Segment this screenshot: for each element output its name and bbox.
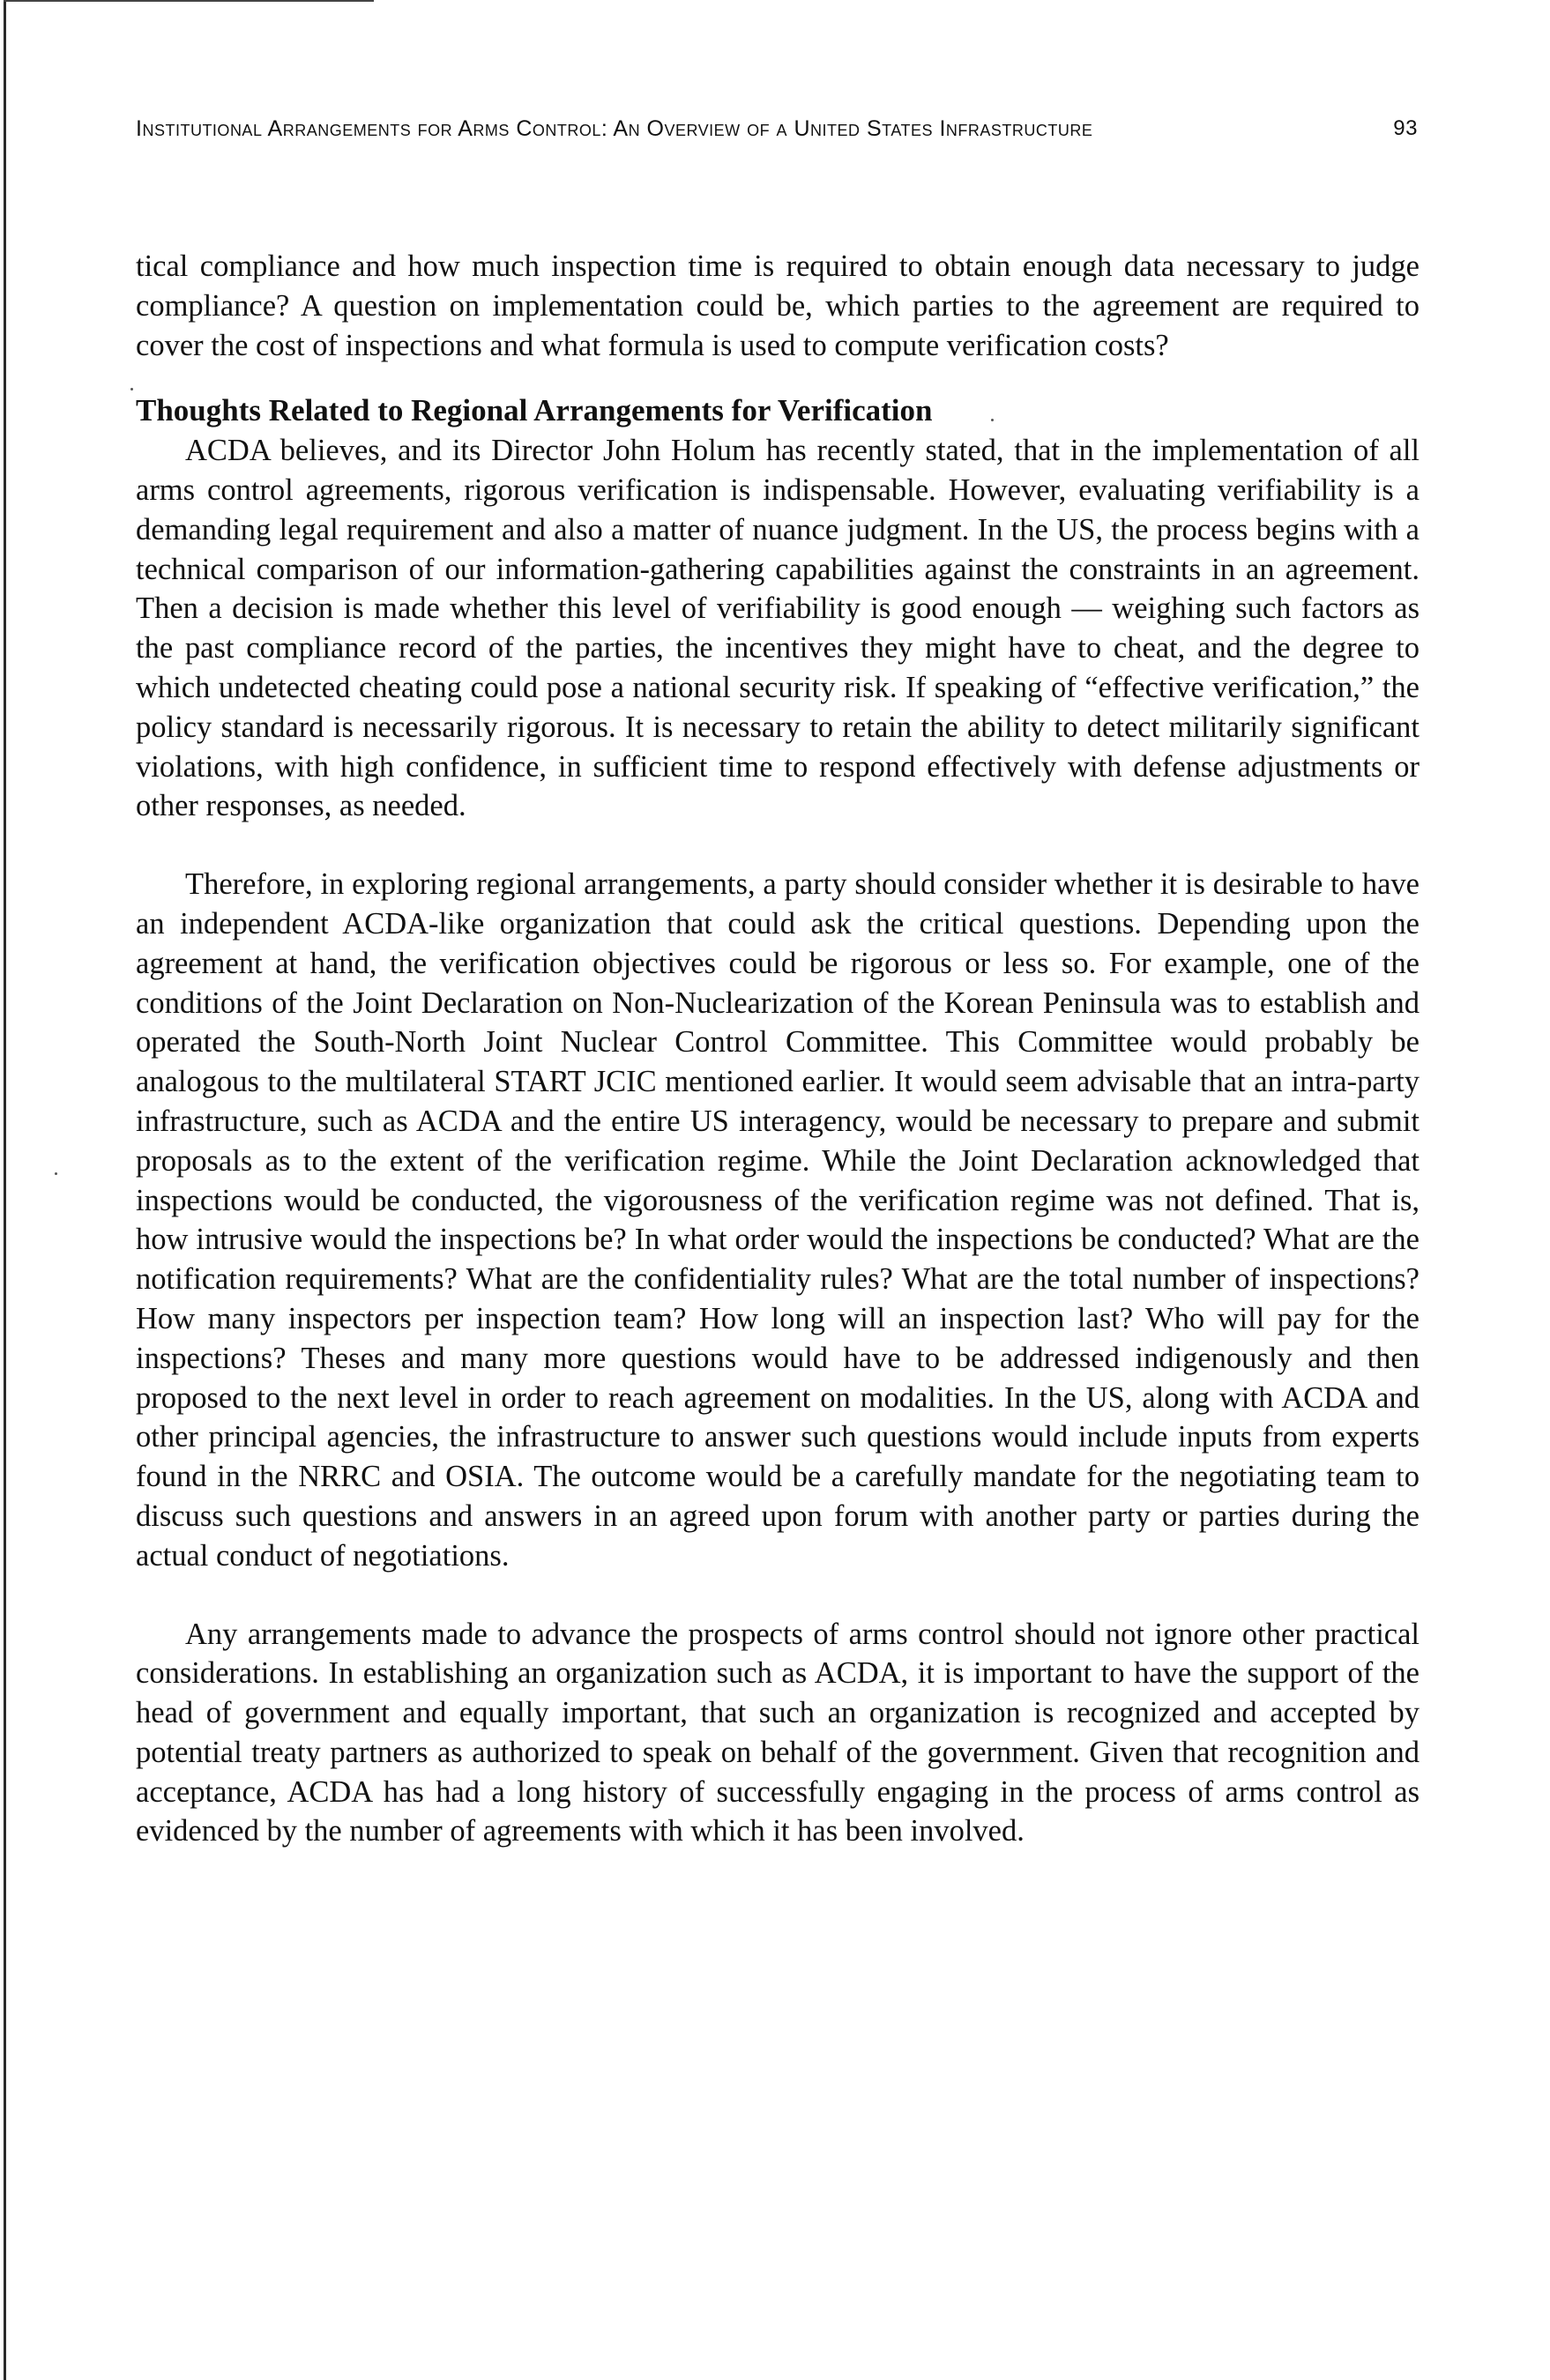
paragraph-continued: tical compliance and how much inspection time is required to obtain enough data necessary to judge compliance? A question on implementation could be, which parties to the agreement are required to cover the cost of inspections and what formula is used to compute verification costs? — [136, 249, 1420, 362]
section-heading: Thoughts Related to Regional Arrangements for Verification — [136, 393, 933, 428]
running-title: Institutional Arrangements for Arms Control: An Overview of a United States Infrastructure — [136, 116, 1093, 141]
body-text — [136, 247, 1420, 1851]
scan-speck — [991, 419, 994, 421]
scan-binding-edge — [4, 0, 6, 2380]
scan-top-edge — [4, 0, 374, 2]
paragraph: Any arrangements made to advance the prospects of arms control should not ignore other practical considerations. In establishing an organization such as ACDA, it is important to have the support of the head of government and equally important, that such an organization is recognized and accepted by potential treaty partners as authorized to speak on behalf of the government. Given that recognition and acceptance, ACDA has had a long history of successfully engaging in the process of arms control as evidenced by the number of agreements with which it has been involved. — [136, 1617, 1420, 1848]
running-header — [136, 116, 1418, 152]
scan-speck — [130, 388, 133, 390]
paragraph: Therefore, in exploring regional arrangements, a party should consider whether it is desirable to have an independent ACDA-like organization that could ask the critical questions. Depending upon the agreement at hand, the verification objectives could be rigorous or less so. For example, one of the conditions of the Joint Declaration on Non-Nuclearization of the Korean Peninsula was to establish and operated the South-North Joint Nuclear Control Committee. This Committee would probably be analogous to the multilateral START JCIC mentioned earlier. It would seem advisable that an intra-party infrastructure, such as ACDA and the entire US interagency, would be necessary to prepare and submit proposals as to the extent of the verification regime. While the Joint Declaration acknowledged that inspections would be conducted, the vigorousness of the verification regime was not defined. That is, how intrusive would the inspections be? In what order would the inspections be conducted? What are the notification requirements? What are the confidentiality rules? What are the total number of inspections? How many inspectors per inspection team? How long will an inspection last? Who will pay for the inspections? Theses and many more questions would have to be addressed indigenously and then proposed to the next level in order to reach agreement on modalities. In the US, along with ACDA and other principal agencies, the infrastructure to answer such questions would include inputs from experts found in the NRRC and OSIA. The outcome would be a carefully mandate for the negotiating team to discuss such questions and answers in an agreed upon forum with another party or parties during the actual conduct of negotiations. — [136, 867, 1420, 1573]
page-number: 93 — [1393, 116, 1418, 140]
scan-speck — [55, 1172, 57, 1175]
paragraph: ACDA believes, and its Director John Holum has recently stated, that in the implementation of all arms control agreements, rigorous verification is indispensable. However, evaluating verifiability is a demanding legal requirement and also a matter of nuance judgment. In the US, the process begins with a technical comparison of our information-gathering capabilities against the constraints in an agreement. Then a decision is made whether this level of verifiability is good enough — weighing such factors as the past compliance record of the parties, the incentives they might have to cheat, and the degree to which undetected cheating could pose a national security risk. If speaking of “effective verification,” the policy standard is necessarily rigorous. It is necessary to retain the ability to detect militarily significant violations, with high confidence, in sufficient time to respond effectively with defense adjustments or other responses, as needed. — [136, 434, 1420, 823]
